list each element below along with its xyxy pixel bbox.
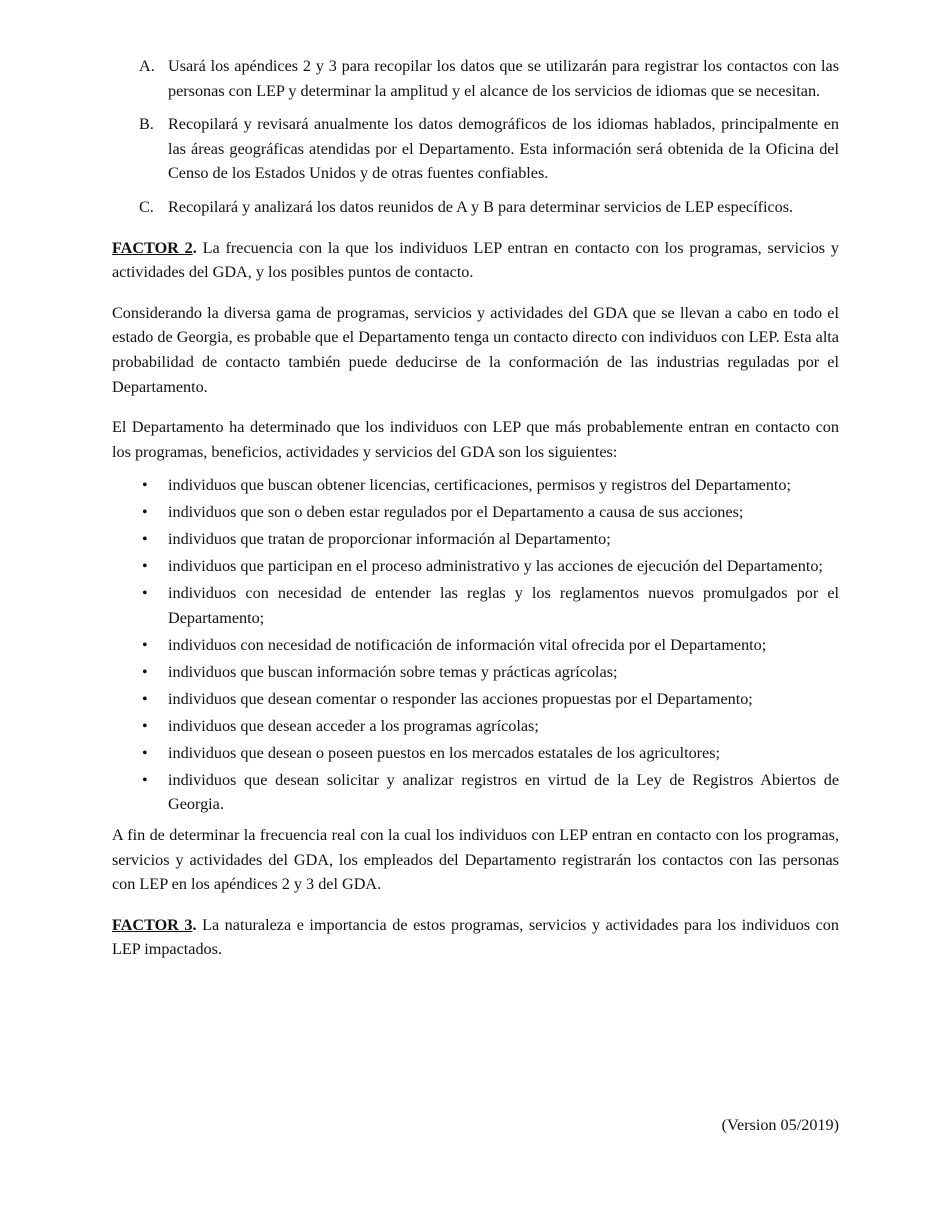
factor-2-period: . xyxy=(192,238,197,257)
lettered-item-a xyxy=(112,54,839,103)
paragraph-frequency: A fin de determinar la frecuencia real con la cual los individuos con LEP entran en contacto con los programas, servicios y actividades del GDA, los empleados del Departamento registrarán los contactos con las personas con LEP en los apéndices 2 y 3 del GDA. xyxy=(112,825,839,894)
list-item xyxy=(112,768,839,817)
factor-3-paragraph xyxy=(112,913,839,962)
document-page xyxy=(112,54,839,962)
list-item xyxy=(112,554,839,579)
list-item xyxy=(112,581,839,630)
bullet-icon: • xyxy=(142,689,148,708)
bullet-icon: • xyxy=(142,743,148,762)
factor-3-heading: FACTOR 3 xyxy=(112,915,193,934)
list-item-text: individuos que buscan información sobre temas y prácticas agrícolas; xyxy=(168,662,618,681)
factor-3-period: . xyxy=(192,915,197,934)
bullet-icon: • xyxy=(142,476,148,495)
bullet-icon: • xyxy=(142,770,148,789)
list-item-text: individuos que desean acceder a los programas agrícolas; xyxy=(168,716,539,735)
list-item-text: individuos que desean comentar o responder las acciones propuestas por el Departamento; xyxy=(168,689,753,708)
list-item xyxy=(112,714,839,739)
list-marker: B. xyxy=(139,115,154,134)
lettered-item-c xyxy=(112,195,839,220)
lettered-list xyxy=(112,54,839,220)
list-item xyxy=(112,660,839,685)
bullet-icon: • xyxy=(142,635,148,654)
bullet-icon: • xyxy=(142,584,148,603)
list-item-text: individuos con necesidad de notificación de información vital ofrecida por el Departamento; xyxy=(168,635,767,654)
factor-2-heading: FACTOR 2 xyxy=(112,238,193,257)
list-item xyxy=(112,473,839,498)
factor-2-paragraph xyxy=(112,236,839,285)
list-item-text: Recopilará y analizará los datos reunidos de A y B para determinar servicios de LEP específicos. xyxy=(168,197,794,216)
version-footer: (Version 05/2019) xyxy=(721,1116,839,1134)
bullet-list xyxy=(112,473,839,817)
list-item xyxy=(112,741,839,766)
bullet-icon: • xyxy=(142,662,148,681)
list-item-text: individuos que buscan obtener licencias, certificaciones, permisos y registros del Departamento; xyxy=(168,476,792,495)
list-item xyxy=(112,687,839,712)
list-item xyxy=(112,527,839,552)
paragraph-intro-list: El Departamento ha determinado que los individuos con LEP que más probablemente entran en contacto con los programas, beneficios, actividades y servicios del GDA son los siguientes: xyxy=(112,418,839,461)
list-item-text: individuos con necesidad de entender las reglas y los reglamentos nuevos promulgados por el Departamento; xyxy=(168,584,839,627)
list-item-text: individuos que desean solicitar y analizar registros en virtud de la Ley de Registros Abiertos de Georgia. xyxy=(168,770,839,814)
bullet-icon: • xyxy=(142,716,148,735)
list-item-text: individuos que participan en el proceso administrativo y las acciones de ejecución del Departamento; xyxy=(168,557,823,576)
list-item-text: individuos que son o deben estar regulados por el Departamento a causa de sus acciones; xyxy=(168,503,744,522)
list-item xyxy=(112,633,839,658)
list-item-text: individuos que tratan de proporcionar información al Departamento; xyxy=(168,530,611,549)
lettered-item-b xyxy=(112,112,839,186)
factor-3-text: La naturaleza e importancia de estos programas, servicios y actividades para los individuos con LEP impactados. xyxy=(112,915,839,959)
list-marker: A. xyxy=(139,57,155,75)
list-item-text: individuos que desean o poseen puestos en los mercados estatales de los agricultores; xyxy=(168,743,721,762)
list-item xyxy=(112,500,839,525)
bullet-icon: • xyxy=(142,557,148,576)
list-item-text: Recopilará y revisará anualmente los datos demográficos de los idiomas hablados, principalmente en las áreas geográficas atendidas por el Departamento. Esta información será obtenida de la Oficina del Censo de los Estados Unidos y de otras fuentes confiables. xyxy=(168,115,839,183)
list-marker: C. xyxy=(139,197,154,216)
bullet-icon: • xyxy=(142,530,148,549)
factor-2-text: La frecuencia con la que los individuos LEP entran en contacto con los programas, servicios y actividades del GDA, y los posibles puntos de contacto. xyxy=(112,238,839,282)
bullet-icon: • xyxy=(142,503,148,522)
paragraph-context: Considerando la diversa gama de programas, servicios y actividades del GDA que se llevan a cabo en todo el estado de Georgia, es probable que el Departamento tenga un contacto directo con individuos con LEP. Esta alta probabilidad de contacto también puede deducirse de la conformación de las industrias reguladas por el Departamento. xyxy=(112,303,839,396)
list-item-text: Usará los apéndices 2 y 3 para recopilar los datos que se utilizarán para registrar los contactos con las personas con LEP y determinar la amplitud y el alcance de los servicios de idiomas que se necesitan. xyxy=(168,57,839,100)
